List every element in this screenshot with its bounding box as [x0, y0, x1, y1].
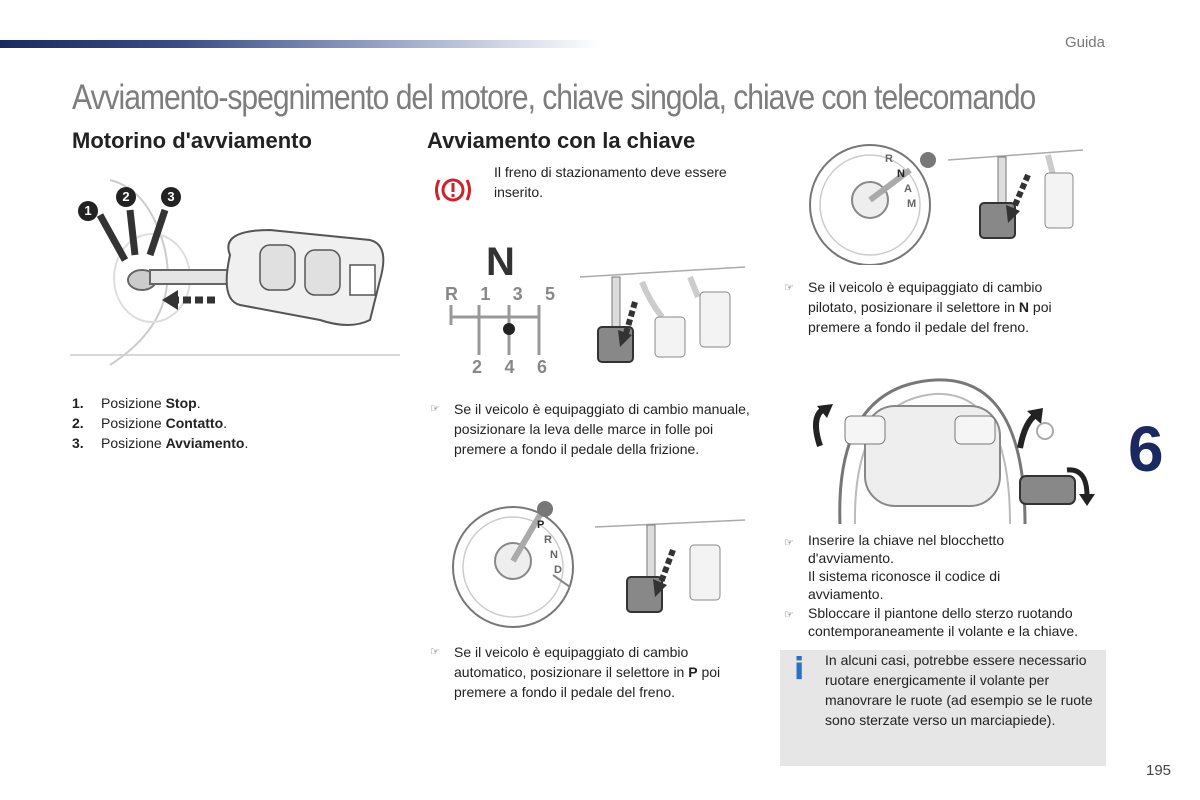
info-box [780, 650, 1106, 766]
gear-label: 4 [504, 357, 515, 377]
info-icon: i [794, 652, 805, 687]
list-suffix: . [196, 395, 201, 411]
callout-1: 1 [78, 201, 98, 221]
list-bold: Contatto [165, 415, 224, 431]
pedals-illustration [580, 262, 745, 372]
dial-label: N [897, 168, 905, 180]
bullet-icon: ☞ [430, 403, 440, 415]
gear-pattern-icon [445, 305, 555, 355]
list-item [72, 413, 248, 433]
list-suffix: . [223, 415, 228, 431]
gear-bottom-row [472, 357, 547, 378]
list-number: 2. [72, 415, 84, 431]
header-bar [0, 40, 600, 48]
bullet-icon: ☞ [430, 646, 440, 658]
list-item [72, 433, 248, 453]
section-label: Guida [1064, 34, 1105, 51]
callout-2: 2 [116, 187, 136, 207]
automatic-selector-illustration [445, 495, 590, 630]
bullet-icon: ☞ [784, 282, 794, 294]
heading-starter: Motorino d'avviamento [72, 128, 312, 153]
pilot-text-bold: N [1018, 299, 1030, 315]
gear-label: R [445, 284, 458, 304]
list-text: Posizione [101, 435, 166, 451]
parking-brake-warning-icon [434, 174, 472, 206]
gear-label: 6 [536, 357, 547, 377]
gear-label: 1 [480, 284, 491, 304]
list-bold: Stop [165, 395, 197, 411]
list-bold: Avviamento [165, 435, 245, 451]
steering-wheel-illustration [805, 376, 1105, 524]
list-text: Posizione [101, 395, 166, 411]
dial-label: M [907, 198, 917, 210]
pilot-text-part: poi premere a fondo il pedale del freno. [808, 299, 1052, 335]
list-number: 3. [72, 435, 84, 451]
gear-letter: N [486, 240, 515, 284]
automatic-text-part: poi premere a fondo il pedale del freno. [454, 664, 721, 700]
list-number: 1. [72, 395, 84, 411]
dial-label: D [554, 564, 562, 576]
unlock-text: Sbloccare il piantone dello sterzo ruotando contemporaneamente il volante e la chiave. [808, 605, 1079, 639]
automatic-text-part: Se il veicolo è equipaggiato di cambio automatico, posizionare il selettore in [454, 644, 689, 680]
dial-label: P [537, 519, 545, 531]
gear-label: 5 [544, 284, 555, 304]
list-suffix: . [244, 435, 249, 451]
chapter-number: 6 [1128, 413, 1164, 485]
pilot-dial-labels [885, 152, 916, 212]
automatic-text-bold: P [688, 664, 698, 680]
list-text: Posizione [101, 415, 166, 431]
automatic-text [454, 642, 759, 702]
dial-label: A [904, 183, 912, 195]
dial-label: R [544, 534, 552, 546]
insert-key-text: Inserire la chiave nel blocchetto d'avviamento. [808, 532, 1005, 566]
page-number: 195 [1146, 762, 1172, 779]
info-text: In alcuni casi, potrebbe essere necessario ruotare energicamente il volante per manovrare le ruote (ad esempio se le ruote sono sterzate verso un marciapiede). [825, 652, 1093, 728]
pilot-selector-illustration [800, 140, 945, 265]
bullet-icon: ☞ [784, 537, 794, 549]
dial-label: N [550, 549, 558, 561]
heading-key-start: Avviamento con la chiave [427, 128, 696, 153]
gear-top-row [445, 284, 555, 305]
pilot-text-part: Se il veicolo è equipaggiato di cambio pilotato, posizionare il selettore in [808, 279, 1043, 315]
manual-text: Se il veicolo è equipaggiato di cambio manuale, posizionare la leva delle marce in folle poi premere a fondo il pedale della frizione. [454, 401, 750, 457]
dial-label: R [885, 153, 893, 165]
pilot-text [808, 277, 1093, 337]
warning-text: Il freno di stazionamento deve essere inserito. [494, 164, 727, 200]
position-list [72, 393, 248, 453]
gear-label: 3 [512, 284, 523, 304]
gear-label: 2 [472, 357, 483, 377]
callout-3: 3 [161, 187, 181, 207]
list-item [72, 393, 248, 413]
pilot-pedals-illustration [948, 145, 1083, 250]
bullet-icon: ☞ [784, 609, 794, 621]
automatic-dial-labels [537, 518, 562, 578]
brake-pedal-illustration [595, 515, 745, 625]
recognize-text: Il sistema riconosce il codice di avviamento. [808, 568, 1001, 602]
page-title: Avviamento-spegnimento del motore, chiave singola, chiave con telecomando [72, 78, 1036, 117]
